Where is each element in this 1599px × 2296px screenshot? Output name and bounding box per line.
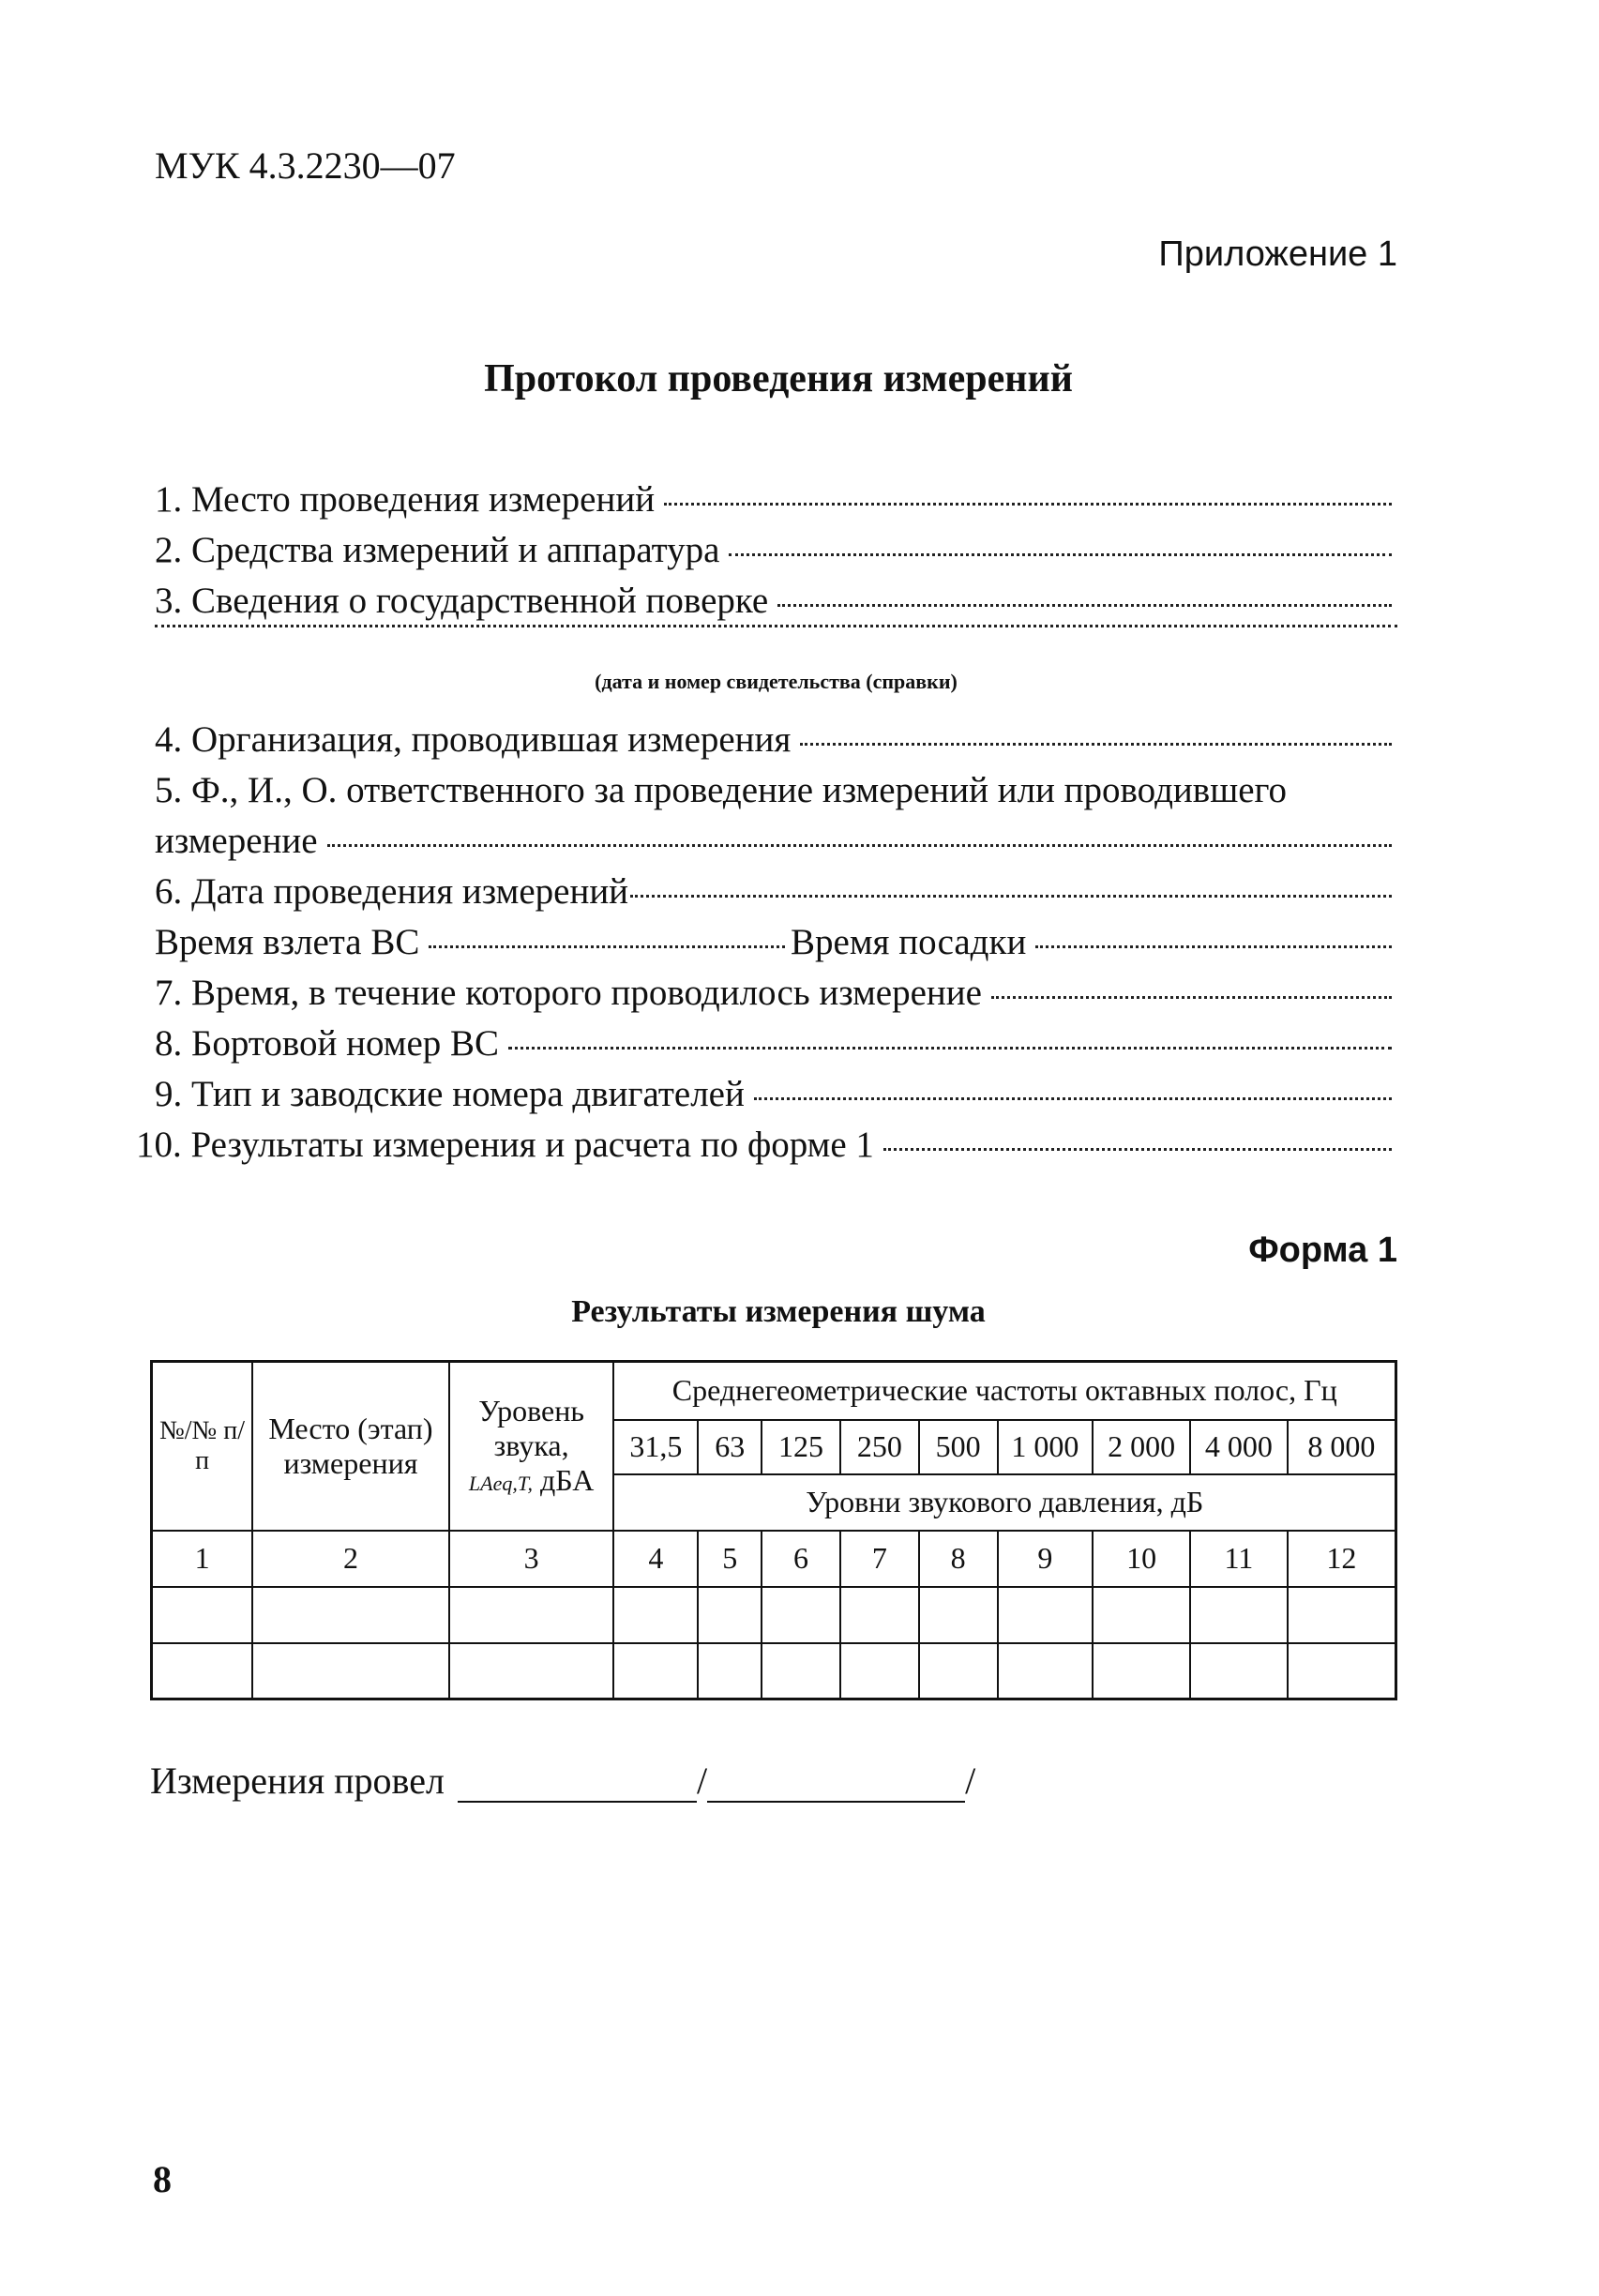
table-title: Результаты измерения шума bbox=[571, 1294, 986, 1329]
signature-label: Измерения провел bbox=[150, 1760, 445, 1802]
item-7-label: 7. Время, в течение которого проводилось измерение bbox=[155, 973, 982, 1013]
signature-slash-1: / bbox=[696, 1760, 708, 1802]
item-6-label: 6. Дата проведения измерений bbox=[155, 871, 629, 912]
item-7 bbox=[155, 972, 1397, 1022]
freq-cell: 125 bbox=[762, 1420, 840, 1474]
item-10 bbox=[136, 1124, 1397, 1174]
item-5-label: 5. Ф., И., О. ответственного за проведение измерений или проводившего bbox=[155, 770, 1288, 810]
freq-cell: 2 000 bbox=[1093, 1420, 1190, 1474]
item-6-dots bbox=[630, 895, 1392, 898]
column-number: 11 bbox=[1190, 1531, 1288, 1587]
signature-line bbox=[150, 1759, 975, 1803]
column-number: 10 bbox=[1093, 1531, 1190, 1587]
item-5-label-2: измерение bbox=[155, 821, 318, 861]
header-num: №/№ п/п bbox=[152, 1362, 253, 1531]
item-9 bbox=[155, 1073, 1397, 1124]
item-9-dots bbox=[754, 1097, 1392, 1100]
column-number: 12 bbox=[1288, 1531, 1396, 1587]
item-8-label: 8. Бортовой номер ВС bbox=[155, 1023, 500, 1064]
item-5-dots bbox=[327, 844, 1392, 847]
item-2-label: 2. Средства измерений и аппаратура bbox=[155, 530, 720, 570]
item-9-label: 9. Тип и заводские номера двигателей bbox=[155, 1074, 745, 1114]
column-number: 5 bbox=[698, 1531, 762, 1587]
item-5 bbox=[155, 769, 1397, 820]
item-3-fill-line bbox=[155, 630, 1397, 668]
item-6 bbox=[155, 870, 1397, 921]
item-7-dots bbox=[991, 996, 1392, 999]
column-number: 8 bbox=[919, 1531, 998, 1587]
item-1-dots bbox=[664, 503, 1392, 506]
freq-cell: 31,5 bbox=[613, 1420, 698, 1474]
freq-cell: 63 bbox=[698, 1420, 762, 1474]
landing-label: Время посадки bbox=[791, 922, 1027, 962]
column-number: 3 bbox=[449, 1531, 614, 1587]
column-number: 2 bbox=[252, 1531, 449, 1587]
header-place: Место (этап) измерения bbox=[252, 1362, 449, 1531]
item-4-label: 4. Организация, проводившая измерения bbox=[155, 719, 792, 760]
freq-cell: 250 bbox=[840, 1420, 919, 1474]
header-level bbox=[449, 1362, 614, 1531]
protocol-items bbox=[136, 478, 1397, 1174]
results-table bbox=[150, 1360, 1397, 1700]
item-1-label: 1. Место проведения измерений bbox=[155, 479, 656, 520]
landing-dots bbox=[1035, 945, 1392, 948]
signature-slash-2: / bbox=[965, 1760, 976, 1802]
header-frequencies: Среднегеометрические частоты октавных полос, Гц bbox=[613, 1362, 1395, 1420]
item-2 bbox=[155, 529, 1397, 580]
item-10-dots bbox=[883, 1148, 1392, 1151]
document-code: МУК 4.3.2230—07 bbox=[155, 144, 456, 187]
takeoff-landing-row bbox=[155, 921, 1397, 972]
column-number: 4 bbox=[613, 1531, 698, 1587]
page-number: 8 bbox=[153, 2158, 172, 2200]
item-3 bbox=[155, 580, 1397, 630]
page-title: Протокол проведения измерений bbox=[484, 357, 1073, 400]
header-level-text: Уровень звука, bbox=[478, 1394, 584, 1463]
item-4-dots bbox=[800, 743, 1392, 746]
item-8 bbox=[155, 1022, 1397, 1073]
header-spl: Уровни звукового давления, дБ bbox=[613, 1474, 1395, 1531]
item-8-dots bbox=[508, 1047, 1392, 1050]
freq-cell: 8 000 bbox=[1288, 1420, 1396, 1474]
form-label: Форма 1 bbox=[1248, 1231, 1397, 1270]
table-row bbox=[152, 1643, 1396, 1699]
signature-blank-1 bbox=[458, 1763, 697, 1803]
takeoff-dots bbox=[429, 945, 785, 948]
freq-cell: 1 000 bbox=[998, 1420, 1094, 1474]
appendix-label: Приложение 1 bbox=[1158, 234, 1397, 274]
header-level-unit: дБА bbox=[539, 1463, 595, 1498]
item-3-dots bbox=[777, 604, 1392, 607]
signature-blank-2 bbox=[707, 1763, 965, 1803]
column-number: 7 bbox=[840, 1531, 919, 1587]
item-10-label: 10. Результаты измерения и расчета по форме 1 bbox=[136, 1125, 874, 1165]
table-row bbox=[152, 1587, 1396, 1643]
item-2-dots bbox=[729, 553, 1392, 556]
item-3-caption: (дата и номер свидетельства (справки) bbox=[595, 670, 958, 693]
freq-cell: 500 bbox=[919, 1420, 998, 1474]
freq-cell: 4 000 bbox=[1190, 1420, 1288, 1474]
column-number: 6 bbox=[762, 1531, 840, 1587]
column-number: 9 bbox=[998, 1531, 1094, 1587]
item-3-label: 3. Сведения о государственной поверке bbox=[155, 581, 769, 621]
header-level-symbol: LAeq,T, bbox=[468, 1472, 533, 1496]
item-5-continued bbox=[155, 820, 1397, 870]
takeoff-label: Время взлета ВС bbox=[155, 922, 420, 962]
item-1 bbox=[155, 478, 1397, 529]
column-number: 1 bbox=[152, 1531, 253, 1587]
item-4 bbox=[155, 718, 1397, 769]
